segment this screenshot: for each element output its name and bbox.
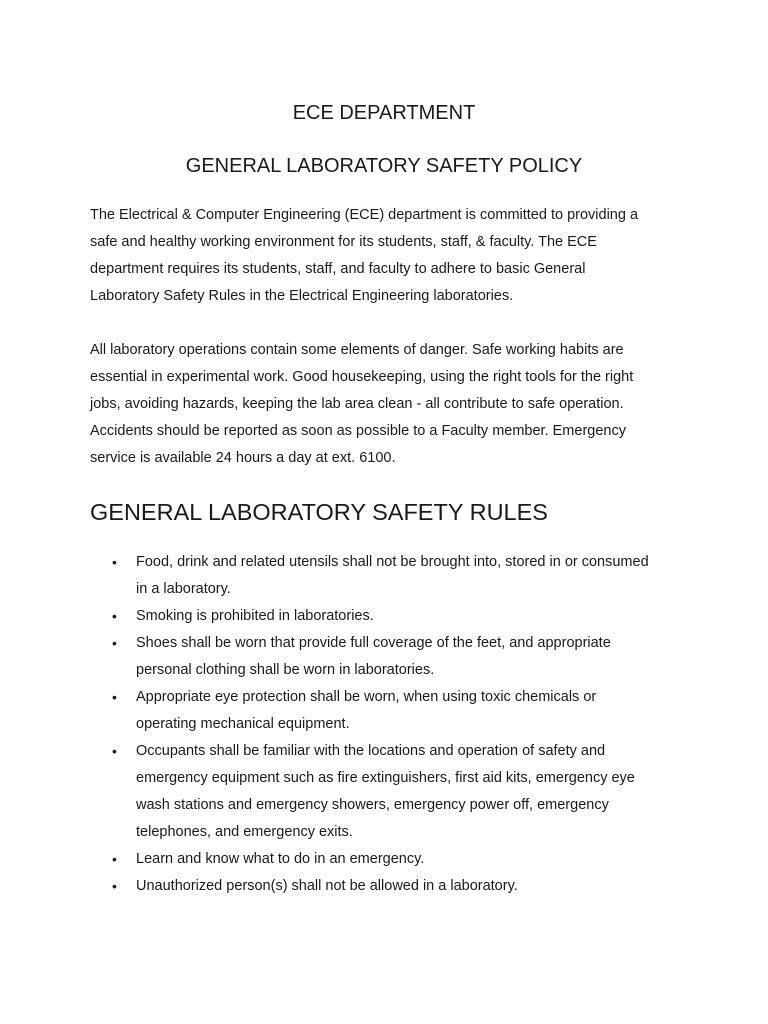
- paragraph-line: department requires its students, staff, and faculty to adhere to basic General: [90, 261, 586, 277]
- bullet-icon: •: [112, 743, 117, 759]
- paragraph-line: Accidents should be reported as soon as possible to a Faculty member. Emergency: [90, 423, 626, 439]
- rule-line: Occupants shall be familiar with the locations and operation of safety and: [136, 743, 606, 759]
- rule-item-smoking: [0, 603, 676, 630]
- rules-list: [0, 549, 676, 900]
- paragraph-line: service is available 24 hours a day at ext. 6100.: [90, 450, 396, 466]
- rule-line: Appropriate eye protection shall be worn, when using toxic chemicals or: [136, 689, 597, 705]
- rule-item-emergency-knowledge: [0, 846, 676, 873]
- rule-item-emergency-equipment: [0, 738, 676, 846]
- bullet-icon: •: [112, 608, 117, 624]
- danger-paragraph: [90, 337, 680, 472]
- paragraph-line: jobs, avoiding hazards, keeping the lab area clean - all contribute to safe operation.: [90, 396, 624, 412]
- paragraph-line: All laboratory operations contain some elements of danger. Safe working habits are: [90, 342, 624, 358]
- rule-item-unauthorized: [0, 873, 676, 900]
- rule-line: Learn and know what to do in an emergency.: [136, 851, 425, 867]
- bullet-icon: •: [112, 878, 117, 894]
- paragraph-line: safe and healthy working environment for its students, staff, & faculty. The ECE: [90, 234, 597, 250]
- rule-item-shoes: [0, 630, 676, 684]
- rule-line: emergency equipment such as fire extinguishers, first aid kits, emergency eye: [136, 770, 635, 786]
- rule-line: operating mechanical equipment.: [136, 716, 350, 732]
- rule-line: in a laboratory.: [136, 581, 231, 597]
- paragraph-line: Laboratory Safety Rules in the Electrical Engineering laboratories.: [90, 288, 514, 304]
- intro-paragraph: [90, 202, 680, 310]
- rule-line: telephones, and emergency exits.: [136, 824, 353, 840]
- rule-line: Shoes shall be worn that provide full coverage of the feet, and appropriate: [136, 635, 611, 651]
- rule-line: personal clothing shall be worn in laboratories.: [136, 662, 435, 678]
- department-title: ECE DEPARTMENT: [292, 102, 476, 124]
- bullet-icon: •: [112, 689, 117, 705]
- paragraph-line: essential in experimental work. Good housekeeping, using the right tools for the right: [90, 369, 634, 385]
- policy-title: GENERAL LABORATORY SAFETY POLICY: [185, 155, 583, 177]
- rule-item-food: [0, 549, 676, 603]
- rule-line: Food, drink and related utensils shall not be brought into, stored in or consumed: [136, 554, 649, 570]
- rule-item-eye-protection: [0, 684, 676, 738]
- bullet-icon: •: [112, 851, 117, 867]
- paragraph-line: The Electrical & Computer Engineering (ECE) department is committed to providing a: [90, 207, 639, 223]
- rule-line: Unauthorized person(s) shall not be allowed in a laboratory.: [136, 878, 518, 894]
- rule-line: wash stations and emergency showers, emergency power off, emergency: [136, 797, 609, 813]
- bullet-icon: •: [112, 554, 117, 570]
- rules-heading: GENERAL LABORATORY SAFETY RULES: [90, 499, 548, 525]
- bullet-icon: •: [112, 635, 117, 651]
- rule-line: Smoking is prohibited in laboratories.: [136, 608, 374, 624]
